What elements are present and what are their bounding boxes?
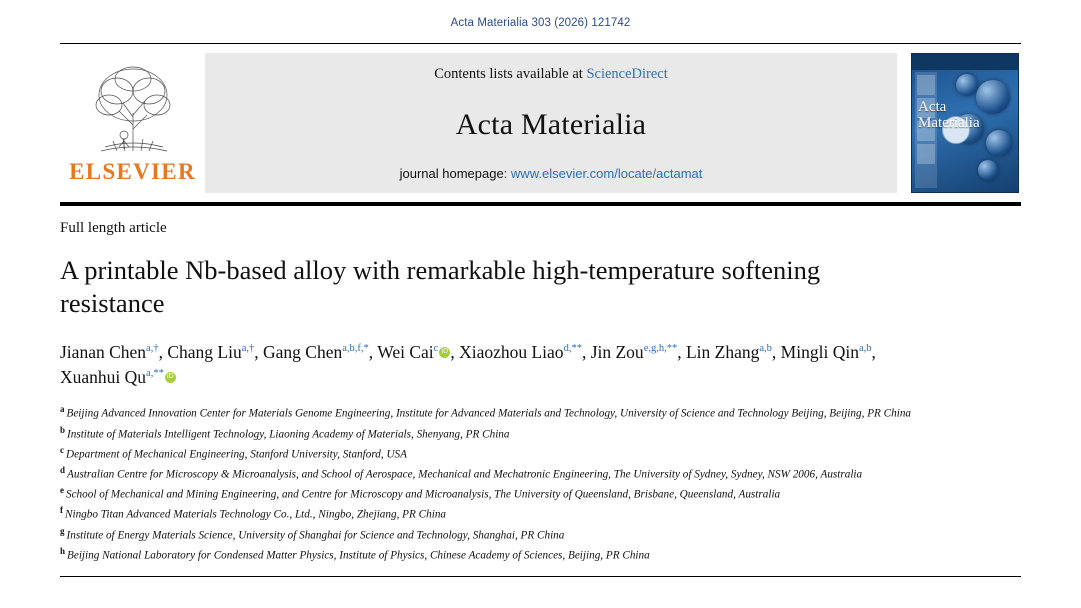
orcid-icon[interactable] [165,372,176,383]
author-affiliation-marker: a,b [759,342,772,354]
article-title: A printable Nb-based alloy with remarkable high-temperature softening resistance [60,255,821,318]
article-type: Full length article [60,220,167,236]
affiliation-item [60,525,990,544]
homepage-line [400,166,703,181]
affiliation-item [60,403,990,422]
sciencedirect-link[interactable]: ScienceDirect [586,66,668,82]
cover-sphere [956,74,978,96]
affiliation-marker: a [60,404,65,415]
author-name: Wei Cai [377,341,434,362]
journal-homepage-link[interactable]: www.elsevier.com/locate/actamat [510,166,703,181]
affiliation-item [60,545,990,564]
affiliation-marker: d [60,465,66,476]
author-affiliation-marker: a,b [858,342,872,354]
affiliation-text: Department of Mechanical Engineering, Stanford University, Stanford, USA [66,448,407,461]
author-name: Xiaozhou Liao [459,341,564,362]
affiliation-item [60,424,990,443]
journal-title: Acta Materialia [455,107,647,141]
author-name: Jianan Chen [60,341,147,362]
affiliation-marker: g [60,525,65,536]
author-affiliation-marker: d,** [563,342,582,354]
author-name: Xuanhui Qu [60,367,147,388]
affiliation-text: Beijing Advanced Innovation Center for Materials Genome Engineering, Institute for Advanced Materials and Technology, University of Science and Technology Beijing, Beijing, PR China [66,408,912,421]
affiliation-item [60,444,990,463]
journal-cover-image [911,53,1019,193]
journal-masthead [60,43,1021,193]
affiliation-marker: e [60,485,64,496]
author-affiliation-marker: c [433,342,439,354]
elsevier-logo [60,53,205,193]
author-affiliation-marker: a,† [241,342,255,354]
author-name: Chang Liu [167,341,242,362]
affiliation-text: Australian Centre for Microscopy & Microanalysis, and School of Aerospace, Mechanical and Mechatronic Engineering, The University of Sydney, Sydney, NSW 2006, Australia [67,468,863,481]
author-name: Jin Zou [590,341,644,362]
elsevier-tree-icon [83,55,183,159]
affiliation-text: Beijing National Laboratory for Condensed Matter Physics, Institute of Physics, Chinese Academy of Sciences, Beijing, PR China [67,549,650,562]
author-name: Gang Chen [263,341,343,362]
author-affiliation-marker: a,b,f,* [342,342,369,354]
author-affiliation-marker: a,** [146,368,164,380]
orcid-icon[interactable] [439,347,450,358]
cover-sphere [986,130,1012,156]
contents-prefix: Contents lists available at [434,66,587,82]
cover-sphere [978,160,998,180]
cover-top-bar [912,54,1018,70]
running-head: Acta Materialia 303 (2026) 121742 [450,17,631,29]
affiliation-list [60,403,990,564]
cover-title-line2: Materialia [918,114,980,131]
contents-line [434,66,668,83]
affiliation-marker: h [60,545,66,556]
affiliation-item [60,464,990,483]
author-affiliation-marker: a,† [146,342,159,354]
author-affiliation-marker: e,g,h,** [643,342,678,354]
author-name: Mingli Qin [780,341,859,362]
cover-sphere [976,80,1010,114]
affiliation-text: School of Mechanical and Mining Engineering, and Centre for Microscopy and Microanalysis, The University of Queensland, Brisbane, Queensland, Australia [66,488,781,501]
header-bottom-divider [60,576,1021,577]
affiliation-marker: f [60,505,63,516]
cover-title-line1: Acta [918,99,947,115]
affiliation-marker: c [60,444,64,455]
affiliation-marker: b [60,424,66,435]
affiliation-text: Ningbo Titan Advanced Materials Technology Co., Ltd., Ningbo, Zhejiang, PR China [65,509,447,522]
affiliation-text: Institute of Materials Intelligent Technology, Liaoning Academy of Materials, Shenyang, PR China [67,428,510,441]
affiliation-item [60,484,990,503]
affiliation-item [60,504,990,523]
journal-banner [205,53,897,193]
elsevier-wordmark: ELSEVIER [69,159,196,184]
article-header [60,206,1021,564]
author-list: Jianan Chen$^{a,\dagger}$, Chang Liu$^{a,\dagger}$, Gang Chen$^{a,b,f,*}$, Wei Cai$^c$ iD , Xiaozhou Liao$^{d,**}$, Jin Zou$^{e,g,h,**}$, Lin Zhang$^{a,b}$, Mingli Qin$^{a,b}$, Xuanhui $Qu^{a,**}iD$ [60,340,920,391]
author-name: Lin Zhang [685,341,760,362]
journal-cover [911,53,1021,193]
cover-title [918,100,980,132]
affiliation-text: Institute of Energy Materials Science, University of Shanghai for Science and Technology, Shanghai, PR China [66,529,565,542]
homepage-prefix: journal homepage: [399,166,511,181]
